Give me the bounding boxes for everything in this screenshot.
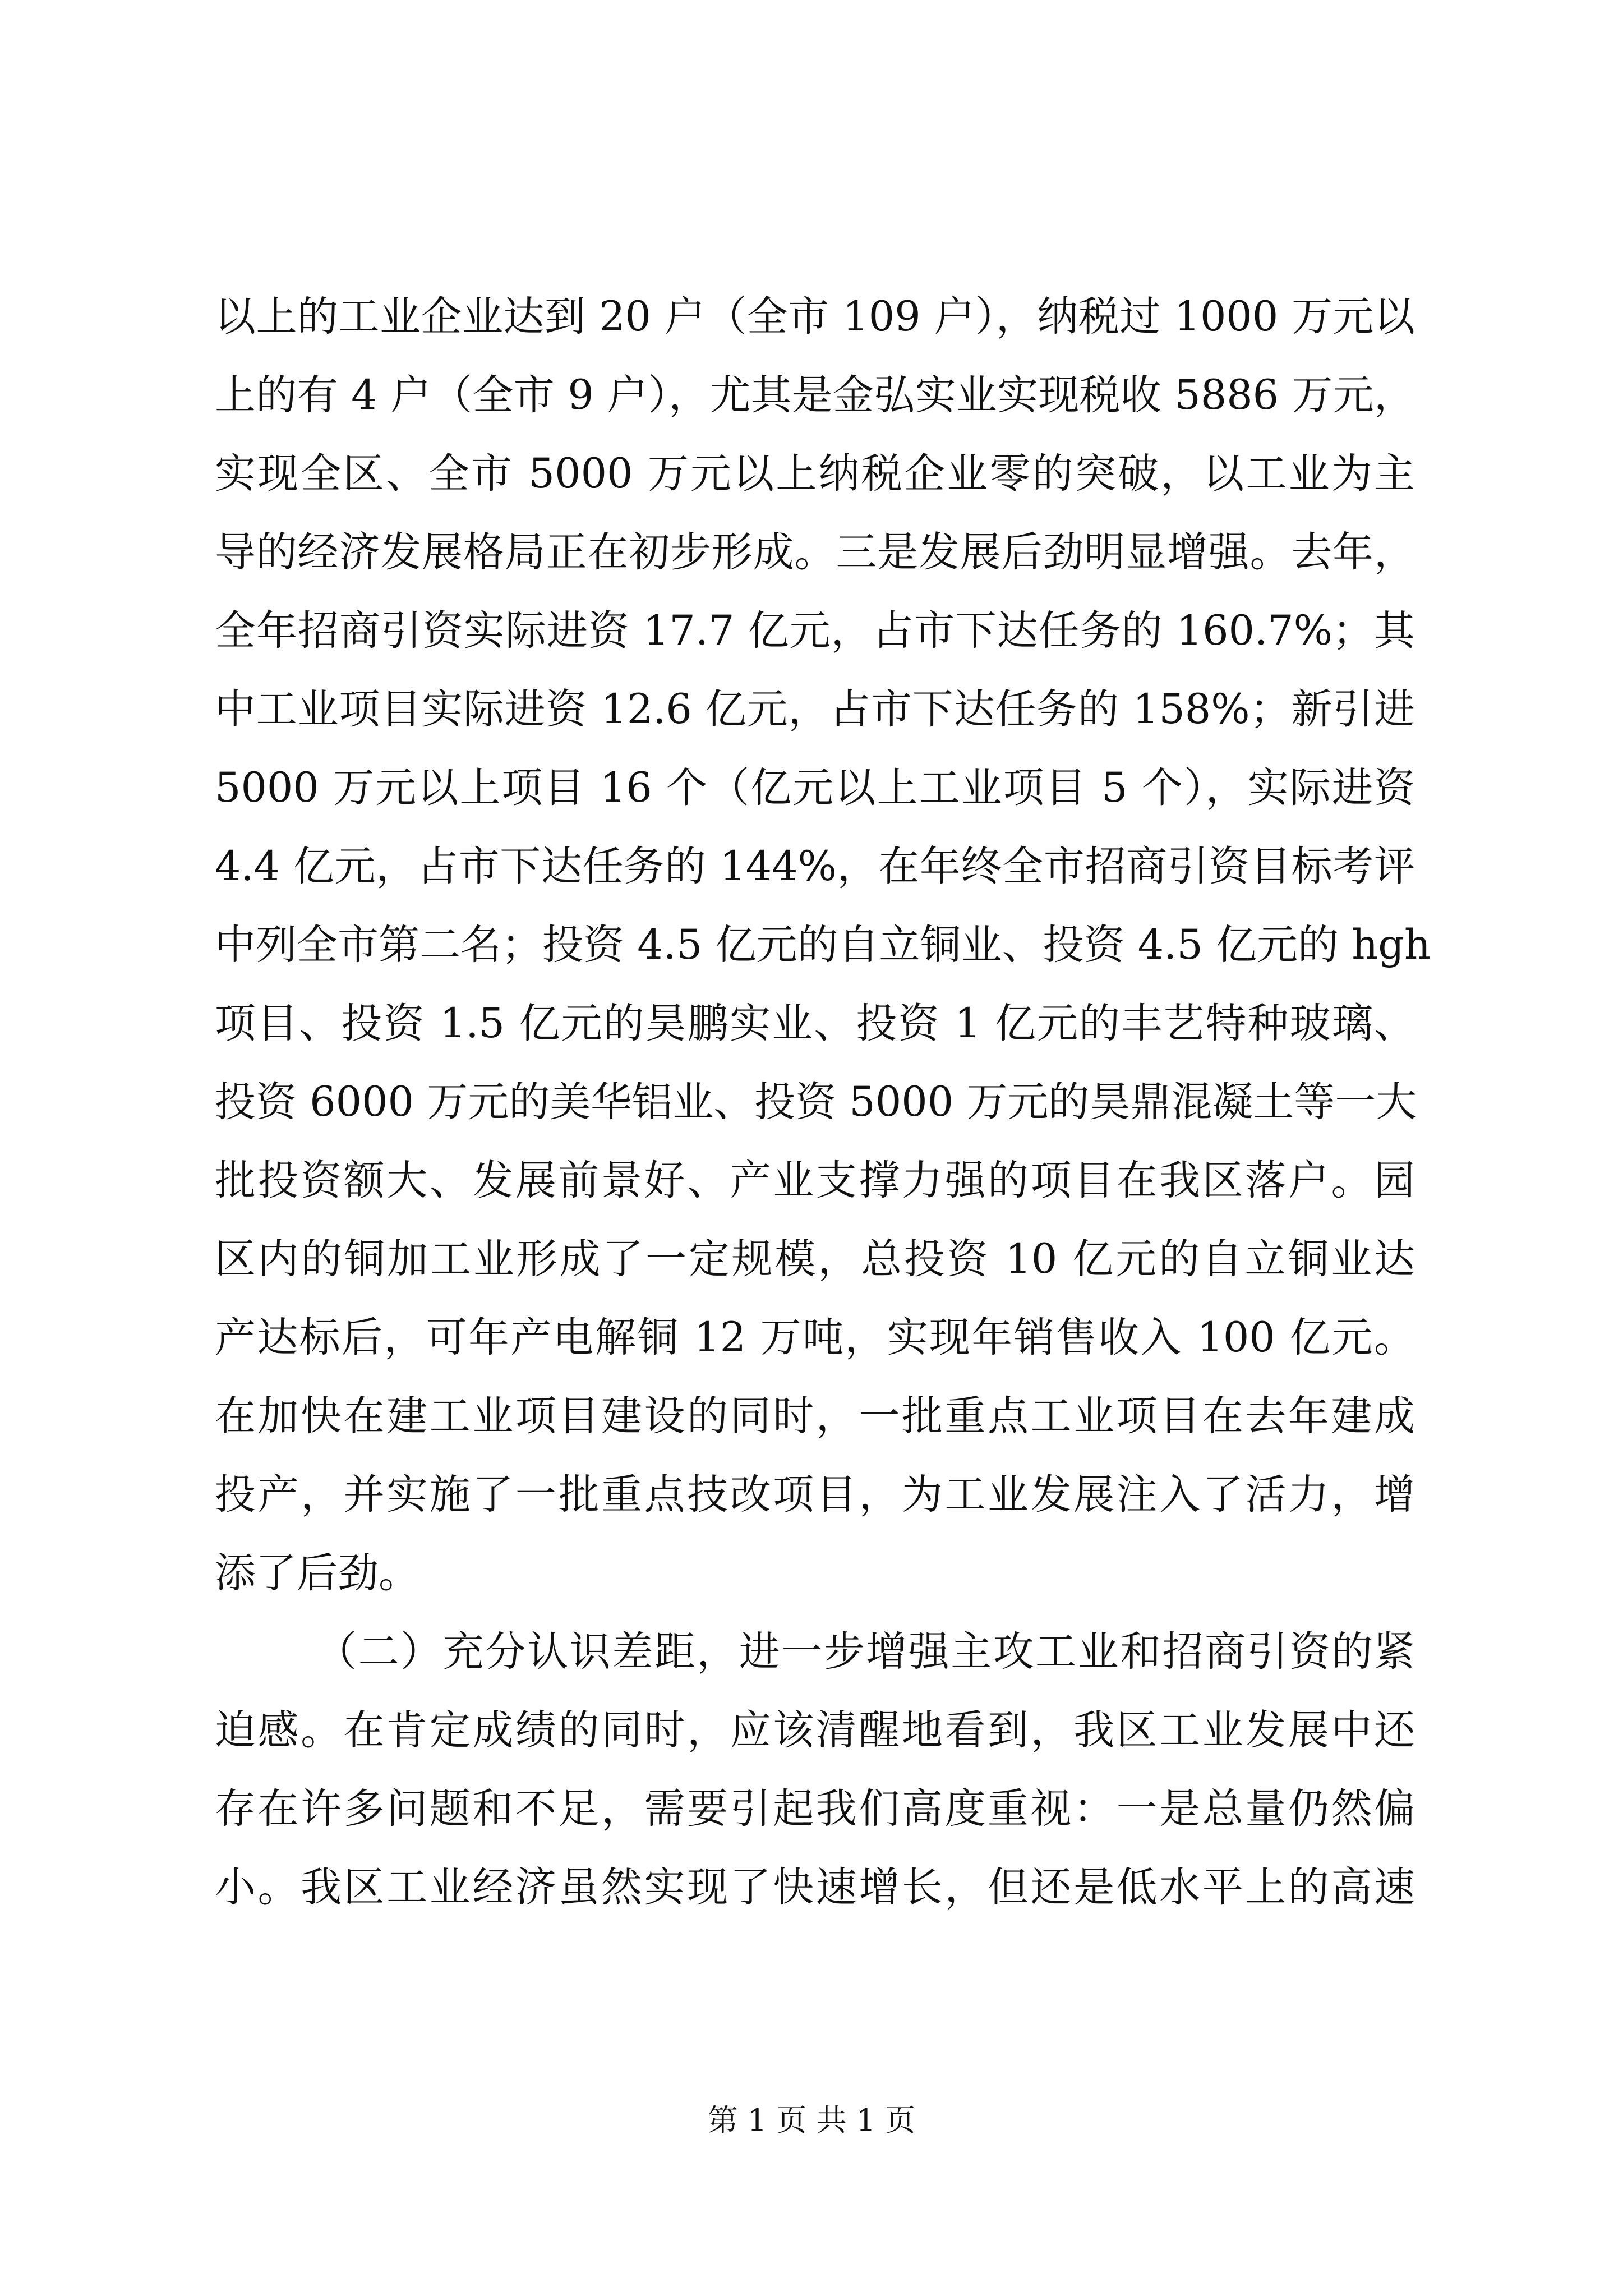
text-line: 中工业项目实际进资 12.6 亿元，占市下达任务的 158%；新引进: [215, 685, 1415, 733]
text-line: 产达标后，可年产电解铜 12 万吨，实现年销售收入 100 亿元。: [215, 1314, 1415, 1361]
text-line: 以上的工业企业达到 20 户（全市 109 户），纳税过 1000 万元以: [215, 293, 1415, 341]
text-line: 投资 6000 万元的美华铝业、投资 5000 万元的昊鼎混凝土等一大: [215, 1078, 1417, 1126]
text-line: 中列全市第二名；投资 4.5 亿元的自立铜业、投资 4.5 亿元的 hgh: [215, 921, 1431, 969]
text-line: 4.4 亿元，占市下达任务的 144%，在年终全市招商引资目标考评: [215, 843, 1415, 890]
text-line: 项目、投资 1.5 亿元的昊鹏实业、投资 1 亿元的丰艺特种玻璃、: [215, 1000, 1415, 1047]
text-line: 上的有 4 户（全市 9 户），尤其是金弘实业实现税收 5886 万元，: [215, 371, 1415, 419]
text-line: 在加快在建工业项目建设的同时，一批重点工业项目在去年建成: [215, 1392, 1415, 1440]
text-line: 全年招商引资实际进资 17.7 亿元，占市下达任务的 160.7%；其: [215, 607, 1415, 655]
text-line: 添了后劲。: [215, 1549, 419, 1597]
paragraph-heading-line: （二）充分认识差距，进一步增强主攻工业和招商引资的紧: [316, 1628, 1415, 1676]
text-line: 存在许多问题和不足，需要引起我们高度重视：一是总量仍然偏: [215, 1785, 1415, 1833]
text-line: 区内的铜加工业形成了一定规模，总投资 10 亿元的自立铜业达: [215, 1235, 1415, 1283]
text-line: 批投资额大、发展前景好、产业支撑力强的项目在我区落户。园: [215, 1157, 1415, 1204]
text-line: 迫感。在肯定成绩的同时，应该清醒地看到，我区工业发展中还: [215, 1706, 1415, 1754]
text-line: 5000 万元以上项目 16 个（亿元以上工业项目 5 个），实际进资: [215, 764, 1415, 812]
text-line: 小。我区工业经济虽然实现了快速增长，但还是低水平上的高速: [215, 1864, 1415, 1911]
text-line: 导的经济发展格局正在初步形成。三是发展后劲明显增强。去年，: [215, 528, 1415, 576]
text-line: 实现全区、全市 5000 万元以上纳税企业零的突破，以工业为主: [215, 450, 1415, 498]
text-line: 投产，并实施了一批重点技改项目，为工业发展注入了活力，增: [215, 1471, 1415, 1519]
page-footer: 第 1 页 共 1 页: [707, 2102, 916, 2138]
